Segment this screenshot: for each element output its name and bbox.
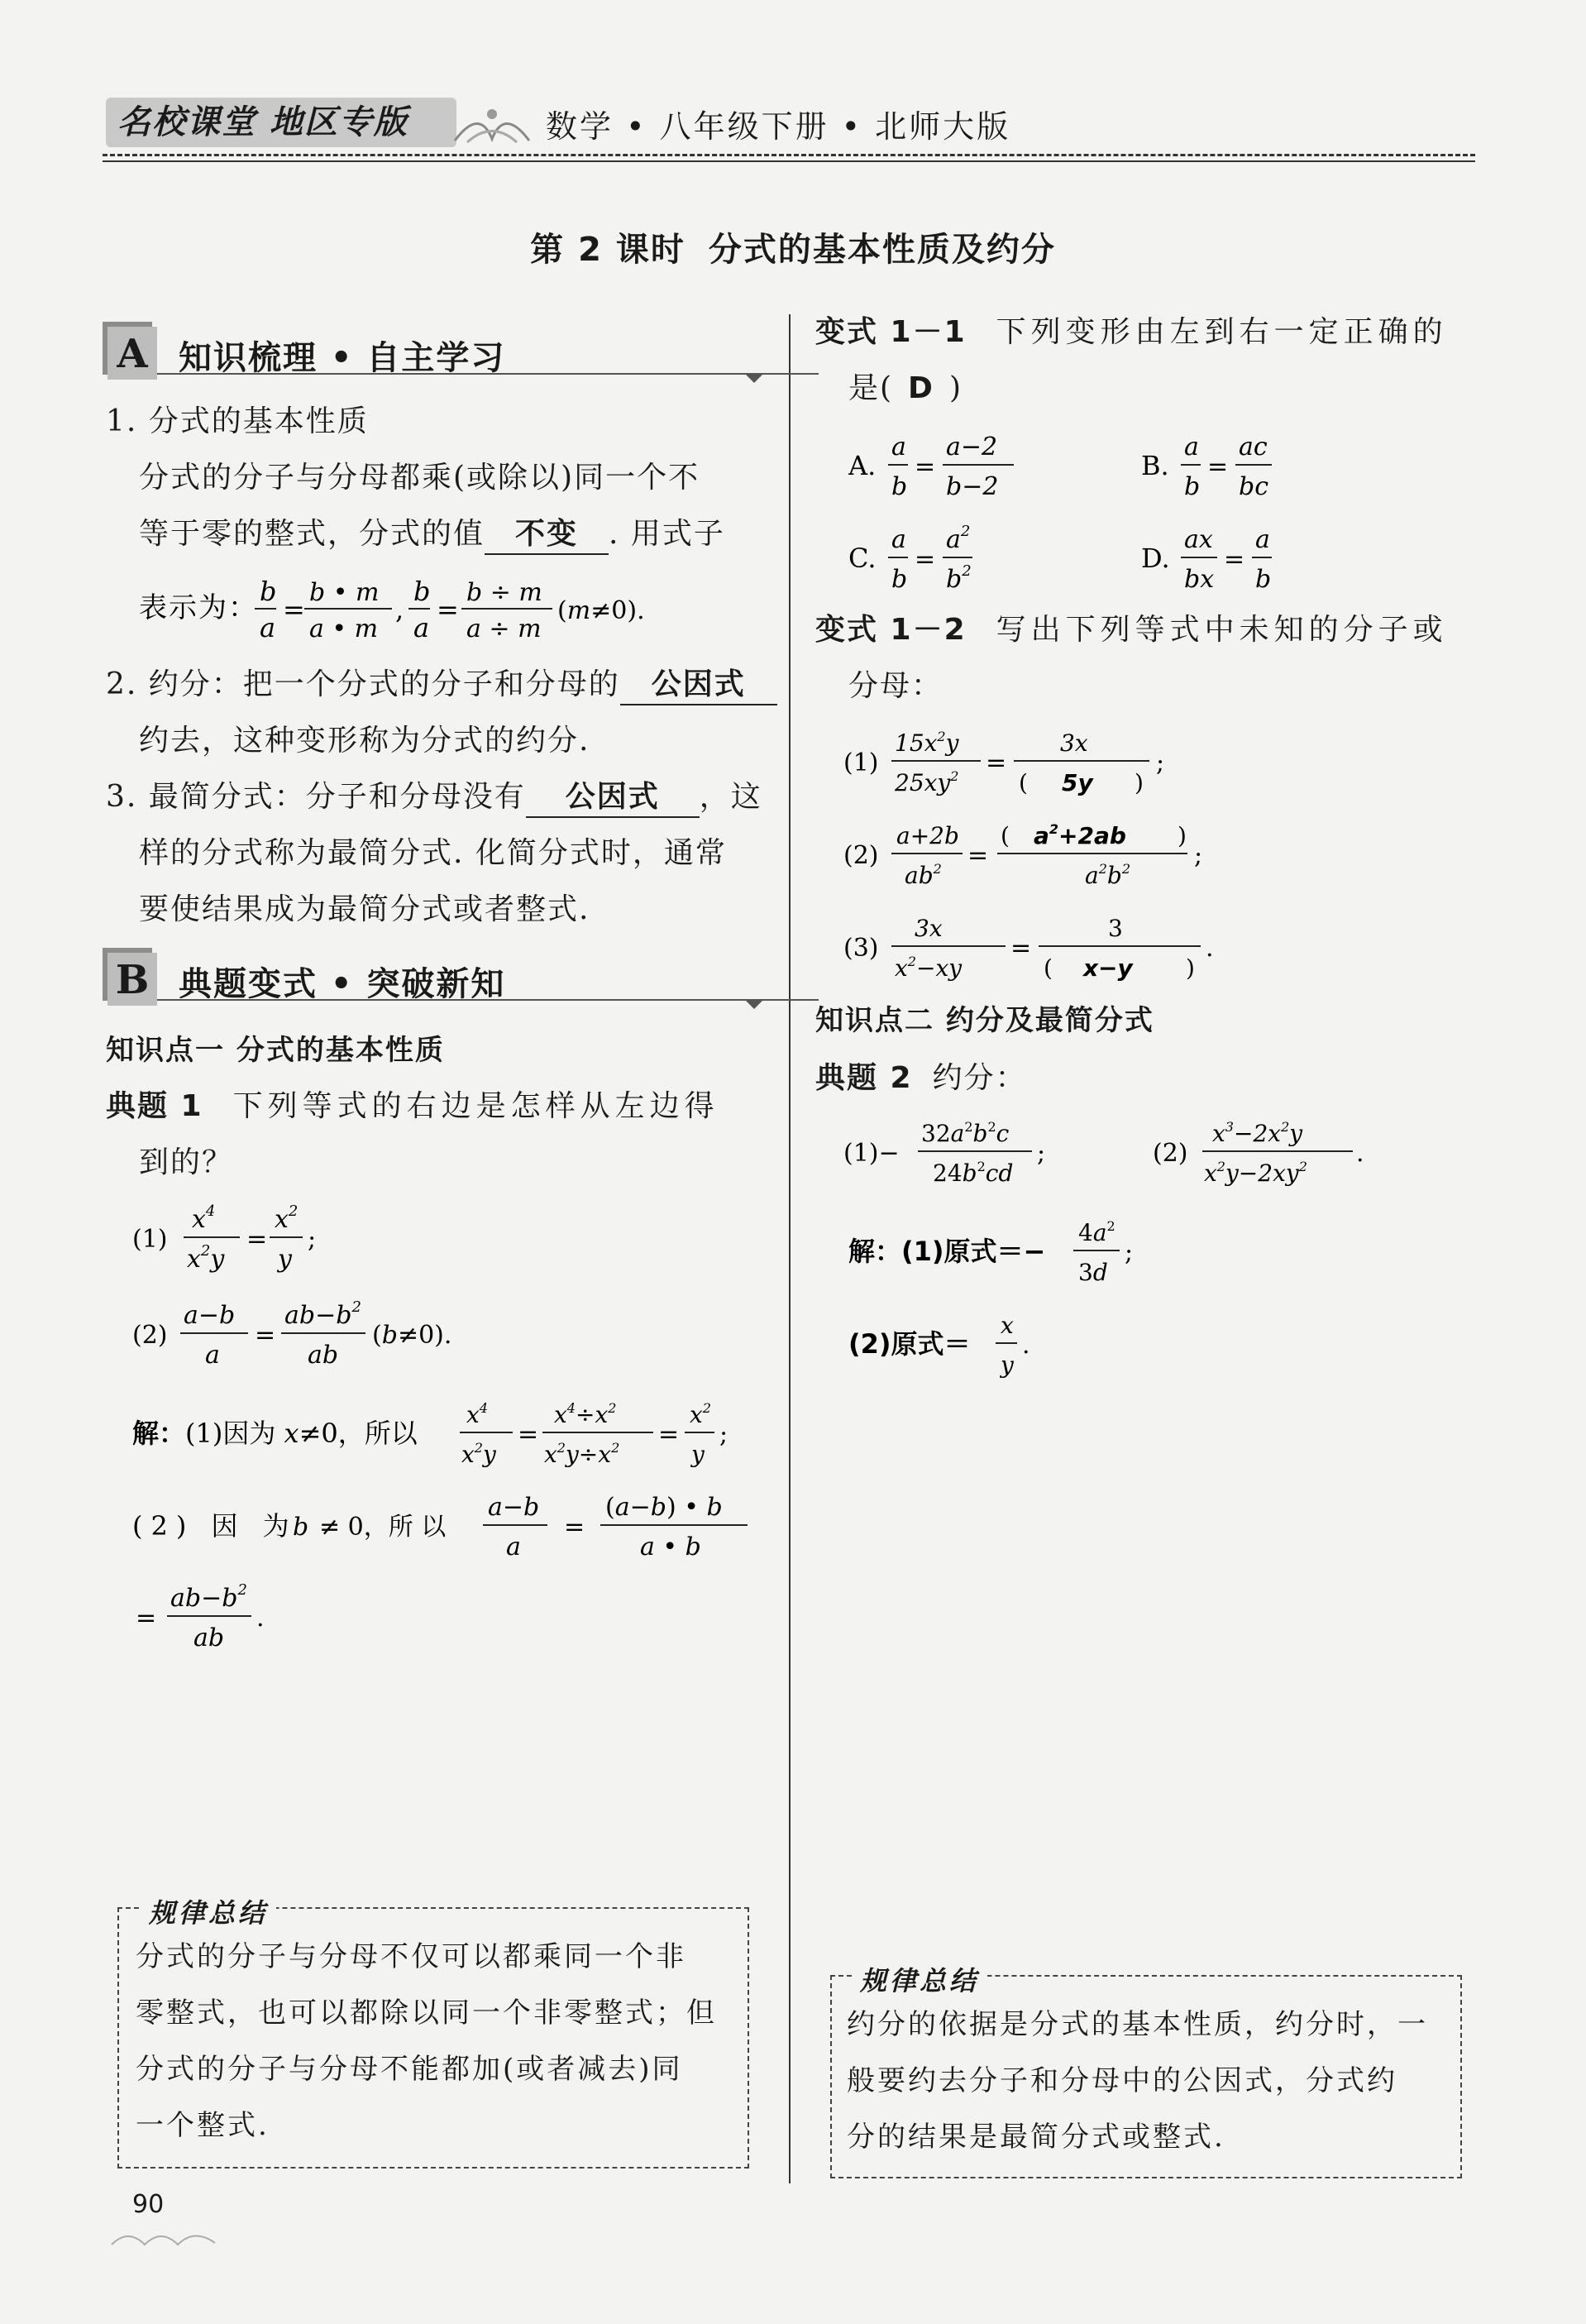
svg-text:x2: $x^2$ <box>690 1400 711 1428</box>
section-title: 知识梳理 • 自主学习 <box>179 339 506 377</box>
svg-text:=: = <box>255 1321 276 1350</box>
svg-text:;: ; <box>1037 1139 1046 1168</box>
svg-text:a: a <box>205 1341 220 1370</box>
svg-text:b: b <box>1255 565 1272 594</box>
svg-text:(2) 因 为: (2) 因 为 <box>132 1510 298 1542</box>
item-1-title: 1. 分式的基本性质 <box>106 404 369 438</box>
svg-text:y: y <box>278 1245 292 1274</box>
svg-text:4a2: $4a^2$ <box>1078 1218 1115 1246</box>
svg-text:a ÷ m: a ÷ m <box>466 614 542 643</box>
svg-text:x4÷x2: $x^4\div x^2$ <box>554 1400 617 1428</box>
variant-1-2-line2: 分母： <box>848 669 943 703</box>
svg-text:=: = <box>1010 934 1032 963</box>
example-1-q1 <box>132 1198 380 1280</box>
leaf-ornament-icon <box>447 99 537 149</box>
knowledge-point-2: 知识点二 约分及最简分式 <box>815 1004 1154 1037</box>
svg-text:=: = <box>136 1604 157 1633</box>
page-number: 90 <box>132 2190 165 2219</box>
svg-text:=: = <box>564 1513 585 1542</box>
svg-text:ab−b2: $ab-b^2$ <box>284 1298 361 1330</box>
header-rule <box>103 160 1475 162</box>
svg-text:.: . <box>1356 1139 1364 1168</box>
svg-text:a: a <box>413 612 430 643</box>
svg-text:(2): (2) <box>132 1321 168 1350</box>
solution-1-part1 <box>132 1393 761 1475</box>
svg-text:a−2: a−2 <box>946 433 998 461</box>
svg-text:x3−2x2y: $x^3-2x^2y$ <box>1212 1119 1303 1147</box>
summary-line: 一个整式. <box>136 2109 270 2142</box>
svg-text:a • b: a • b <box>640 1533 701 1561</box>
answer-blank: 公因式 <box>526 778 700 818</box>
svg-text:=: = <box>967 841 989 870</box>
variant-1-2-q2 <box>843 814 1273 897</box>
variant-1-2-q3 <box>843 906 1273 989</box>
example-2-solution-2 <box>848 1303 1096 1386</box>
svg-text:x4: $x^4$ <box>466 1400 488 1428</box>
svg-text:24b2cd: $24b^2cd$ <box>933 1159 1014 1187</box>
svg-text:b2: $b^2$ <box>946 562 972 594</box>
svg-text:A.: A. <box>848 450 877 481</box>
svg-text:a: a <box>1255 525 1270 554</box>
svg-text:(1)因为 x≠0，所以: (1)因为 x≠0，所以 <box>185 1418 418 1449</box>
svg-text:3x: 3x <box>1060 729 1088 757</box>
item-1-formula <box>139 571 718 648</box>
svg-text:a: a <box>506 1533 521 1561</box>
svg-text:(2): (2) <box>843 841 879 870</box>
svg-text:.: . <box>256 1604 265 1633</box>
svg-text:5y: 5y <box>1062 769 1093 796</box>
svg-text:): ) <box>1135 769 1144 796</box>
svg-text:(m≠0).: (m≠0). <box>557 596 645 625</box>
svg-text:(1): (1) <box>132 1225 168 1254</box>
svg-text:b • m: b • m <box>309 578 380 607</box>
svg-text:(1): (1) <box>843 748 879 777</box>
svg-text:a • m: a • m <box>309 614 379 643</box>
example-label: 典题 1 <box>106 1089 203 1123</box>
svg-text:.: . <box>1022 1331 1030 1360</box>
property-formula <box>139 571 718 645</box>
svg-text:3: 3 <box>1108 915 1123 942</box>
section-b-header <box>107 953 769 1006</box>
item-2-line2: 约去，这种变形称为分式的约分. <box>139 724 590 758</box>
svg-text:x2y÷x2: $x^2y\div x^2$ <box>544 1440 620 1468</box>
svg-text:=: = <box>986 748 1007 777</box>
svg-text:ab−b2: $ab-b^2$ <box>170 1581 247 1613</box>
svg-text:=: = <box>246 1225 268 1254</box>
lesson-topic: 分式的基本性质及约分 <box>708 231 1056 269</box>
svg-text:(1)−: (1)− <box>843 1139 900 1168</box>
svg-text:a−b: a−b <box>488 1493 540 1522</box>
variant-label: 变式 1－1 <box>815 315 967 349</box>
variant-label: 变式 1－2 <box>815 613 967 647</box>
variant-1-2-line1: 变式 1－2 写出下列等式中未知的分子或 <box>815 613 1448 647</box>
svg-text:b: b <box>293 1513 309 1542</box>
item-1-line2: 等于零的整式，分式的值 不变 . 用式子 <box>139 506 725 562</box>
book-subtitle: 数学 • 八年级下册 • 北师大版 <box>546 108 1011 145</box>
svg-text:3x: 3x <box>915 915 943 942</box>
svg-text:b: b <box>260 576 277 607</box>
summary-line: 分式的分子与分母不仅可以都乘同一个非 <box>136 1940 686 1973</box>
svg-text:(: ( <box>1044 954 1053 982</box>
svg-text:;: ; <box>308 1225 317 1254</box>
svg-text:=: = <box>915 452 936 481</box>
svg-text:bx: bx <box>1184 565 1215 594</box>
example-2-line1: 典题 2 约分： <box>815 1061 1027 1095</box>
svg-text:D.: D. <box>1141 543 1170 574</box>
svg-text:ax: ax <box>1184 525 1213 554</box>
svg-text:a−b: a−b <box>184 1301 236 1330</box>
svg-text:ab: ab <box>308 1341 339 1370</box>
svg-text:=: = <box>658 1420 680 1449</box>
answer: D <box>908 371 934 405</box>
svg-text:=: = <box>1224 545 1245 574</box>
svg-text:表示为：: 表示为： <box>139 591 258 624</box>
item-1-line1: 分式的分子与分母都乘(或除以)同一个不 <box>139 461 700 495</box>
svg-text:C.: C. <box>848 543 877 574</box>
lesson-number: 第 2 课时 <box>530 231 686 269</box>
section-badge: A <box>107 327 157 380</box>
summary-title: 规律总结 <box>141 1892 276 1930</box>
example-1-line1: 典题 1 下列等式的右边是怎样从左边得 <box>106 1089 719 1123</box>
svg-text:a2b2: $a^2b^2$ <box>1085 861 1131 889</box>
item-2-line1: 2. 约分：把一个分式的分子和分母的 公因式 <box>106 657 777 713</box>
svg-text:(: ( <box>1019 769 1028 796</box>
svg-text:(: ( <box>1001 822 1010 849</box>
svg-text:x4: $x^4$ <box>192 1203 216 1234</box>
solution-1-part2 <box>132 1485 761 1568</box>
svg-text:=: = <box>437 594 459 625</box>
example-label: 典题 2 <box>815 1061 913 1095</box>
answer-blank: 不变 <box>485 515 609 555</box>
svg-text:a+2b: a+2b <box>896 822 959 849</box>
svg-text:;: ; <box>1156 748 1165 777</box>
solution-1-part3 <box>132 1576 380 1659</box>
svg-text:a: a <box>891 433 906 461</box>
svg-text:a: a <box>891 525 906 554</box>
svg-text:b ÷ m: b ÷ m <box>466 578 542 607</box>
svg-text:b: b <box>891 472 908 501</box>
svg-text:解：(1)原式＝−: 解：(1)原式＝− <box>848 1236 1046 1267</box>
svg-text:b: b <box>891 565 908 594</box>
summary-line: 般要约去分子和分母中的公因式，分式约 <box>847 2064 1397 2097</box>
svg-text:B.: B. <box>1141 450 1169 481</box>
svg-text:32a2b2c: $32a^2b^2c$ <box>921 1119 1010 1147</box>
summary-line: 零整式，也可以都除以同一个非零整式；但 <box>136 1996 717 2030</box>
answer-blank: 公因式 <box>620 666 777 705</box>
svg-text:bc: bc <box>1239 472 1269 501</box>
column-divider <box>789 314 791 2183</box>
svg-text:3d: 3d <box>1078 1259 1108 1286</box>
item-3-line1: 3. 最简分式：分子和分母没有 公因式 ，这 <box>106 769 762 825</box>
svg-text:;: ; <box>719 1420 729 1449</box>
svg-text:x2: $x^2$ <box>275 1203 299 1234</box>
lesson-title <box>0 223 1586 270</box>
example-2-solution-1 <box>848 1211 1262 1294</box>
variant-1-1-line2: 是( D ) <box>848 371 963 405</box>
svg-text:(2): (2) <box>1153 1139 1188 1168</box>
svg-text:b−2: b−2 <box>946 472 999 501</box>
svg-text:a2: $a^2$ <box>946 523 971 554</box>
summary-title: 规律总结 <box>852 1960 987 1998</box>
knowledge-point-1: 知识点一 分式的基本性质 <box>106 1034 445 1067</box>
svg-text:ab2: $ab^2$ <box>905 861 942 889</box>
svg-text:(a−b) • b: (a−b) • b <box>605 1493 723 1522</box>
svg-text:a: a <box>260 612 276 643</box>
svg-text:;: ; <box>1125 1238 1134 1267</box>
svg-text:15x2y: $15x^2y$ <box>895 729 959 757</box>
summary-line: 约分的依据是分式的基本性质，约分时，一 <box>847 2008 1428 2041</box>
svg-text:b: b <box>413 576 431 607</box>
svg-text:): ) <box>1186 954 1195 982</box>
item-3-line3: 要使结果成为最简分式或者整式. <box>139 892 590 926</box>
summary-line: 分的结果是最简分式或整式. <box>847 2121 1225 2154</box>
svg-text:(2)原式＝: (2)原式＝ <box>848 1328 971 1360</box>
svg-text:=: = <box>915 545 936 574</box>
header-rule <box>103 154 1475 156</box>
footer-ornament-icon <box>107 2228 223 2253</box>
svg-text:x2−xy: $x^2-xy$ <box>895 954 963 982</box>
svg-text:.: . <box>1206 934 1214 963</box>
svg-text:,: , <box>395 594 404 625</box>
section-badge: B <box>107 953 157 1006</box>
svg-text:x: x <box>1001 1312 1014 1339</box>
svg-text:x−y: x−y <box>1083 954 1133 982</box>
svg-text:a: a <box>1184 433 1199 461</box>
svg-text:x2y: $x^2y$ <box>187 1242 225 1274</box>
summary-line: 分式的分子与分母不能都加(或者减去)同 <box>136 2053 683 2086</box>
variant-1-1-options <box>848 425 1526 607</box>
item-3-line2: 样的分式称为最简分式. 化简分式时，通常 <box>139 836 727 870</box>
svg-text:25xy2: $25xy^2$ <box>895 768 959 796</box>
section-title: 典题变式 • 突破新知 <box>179 965 506 1003</box>
variant-1-2-q1 <box>843 721 1257 804</box>
series-brand: 名校课堂 地区专版 <box>106 98 456 147</box>
svg-text:=: = <box>1207 452 1229 481</box>
example-1-q2 <box>132 1294 562 1376</box>
example-1-line2: 到的？ <box>139 1145 234 1179</box>
svg-text:x2y−2xy2: $x^2y-2xy^2$ <box>1204 1159 1307 1187</box>
svg-text:=: = <box>283 594 305 625</box>
svg-text:y: y <box>1001 1351 1014 1379</box>
svg-text:≠ 0，所 以: ≠ 0，所 以 <box>319 1513 447 1542</box>
svg-text:;: ; <box>1194 841 1203 870</box>
svg-text:x2y: $x^2y$ <box>461 1440 496 1468</box>
svg-text:(3): (3) <box>843 934 879 963</box>
svg-text:(b≠0).: (b≠0). <box>372 1321 452 1350</box>
variant-1-1-line1: 变式 1－1 下列变形由左到右一定正确的 <box>815 315 1448 349</box>
svg-text:): ) <box>1178 822 1187 849</box>
svg-text:ab: ab <box>193 1623 225 1652</box>
example-2-questions <box>843 1112 1373 1194</box>
svg-text:解：: 解： <box>132 1418 186 1449</box>
svg-text:y: y <box>691 1441 705 1468</box>
svg-text:ac: ac <box>1239 433 1268 461</box>
svg-text:a2+2ab: $a^2+2ab$ <box>1034 821 1126 849</box>
svg-text:b: b <box>1184 472 1201 501</box>
section-a-header <box>107 327 769 380</box>
svg-text:=: = <box>518 1420 539 1449</box>
